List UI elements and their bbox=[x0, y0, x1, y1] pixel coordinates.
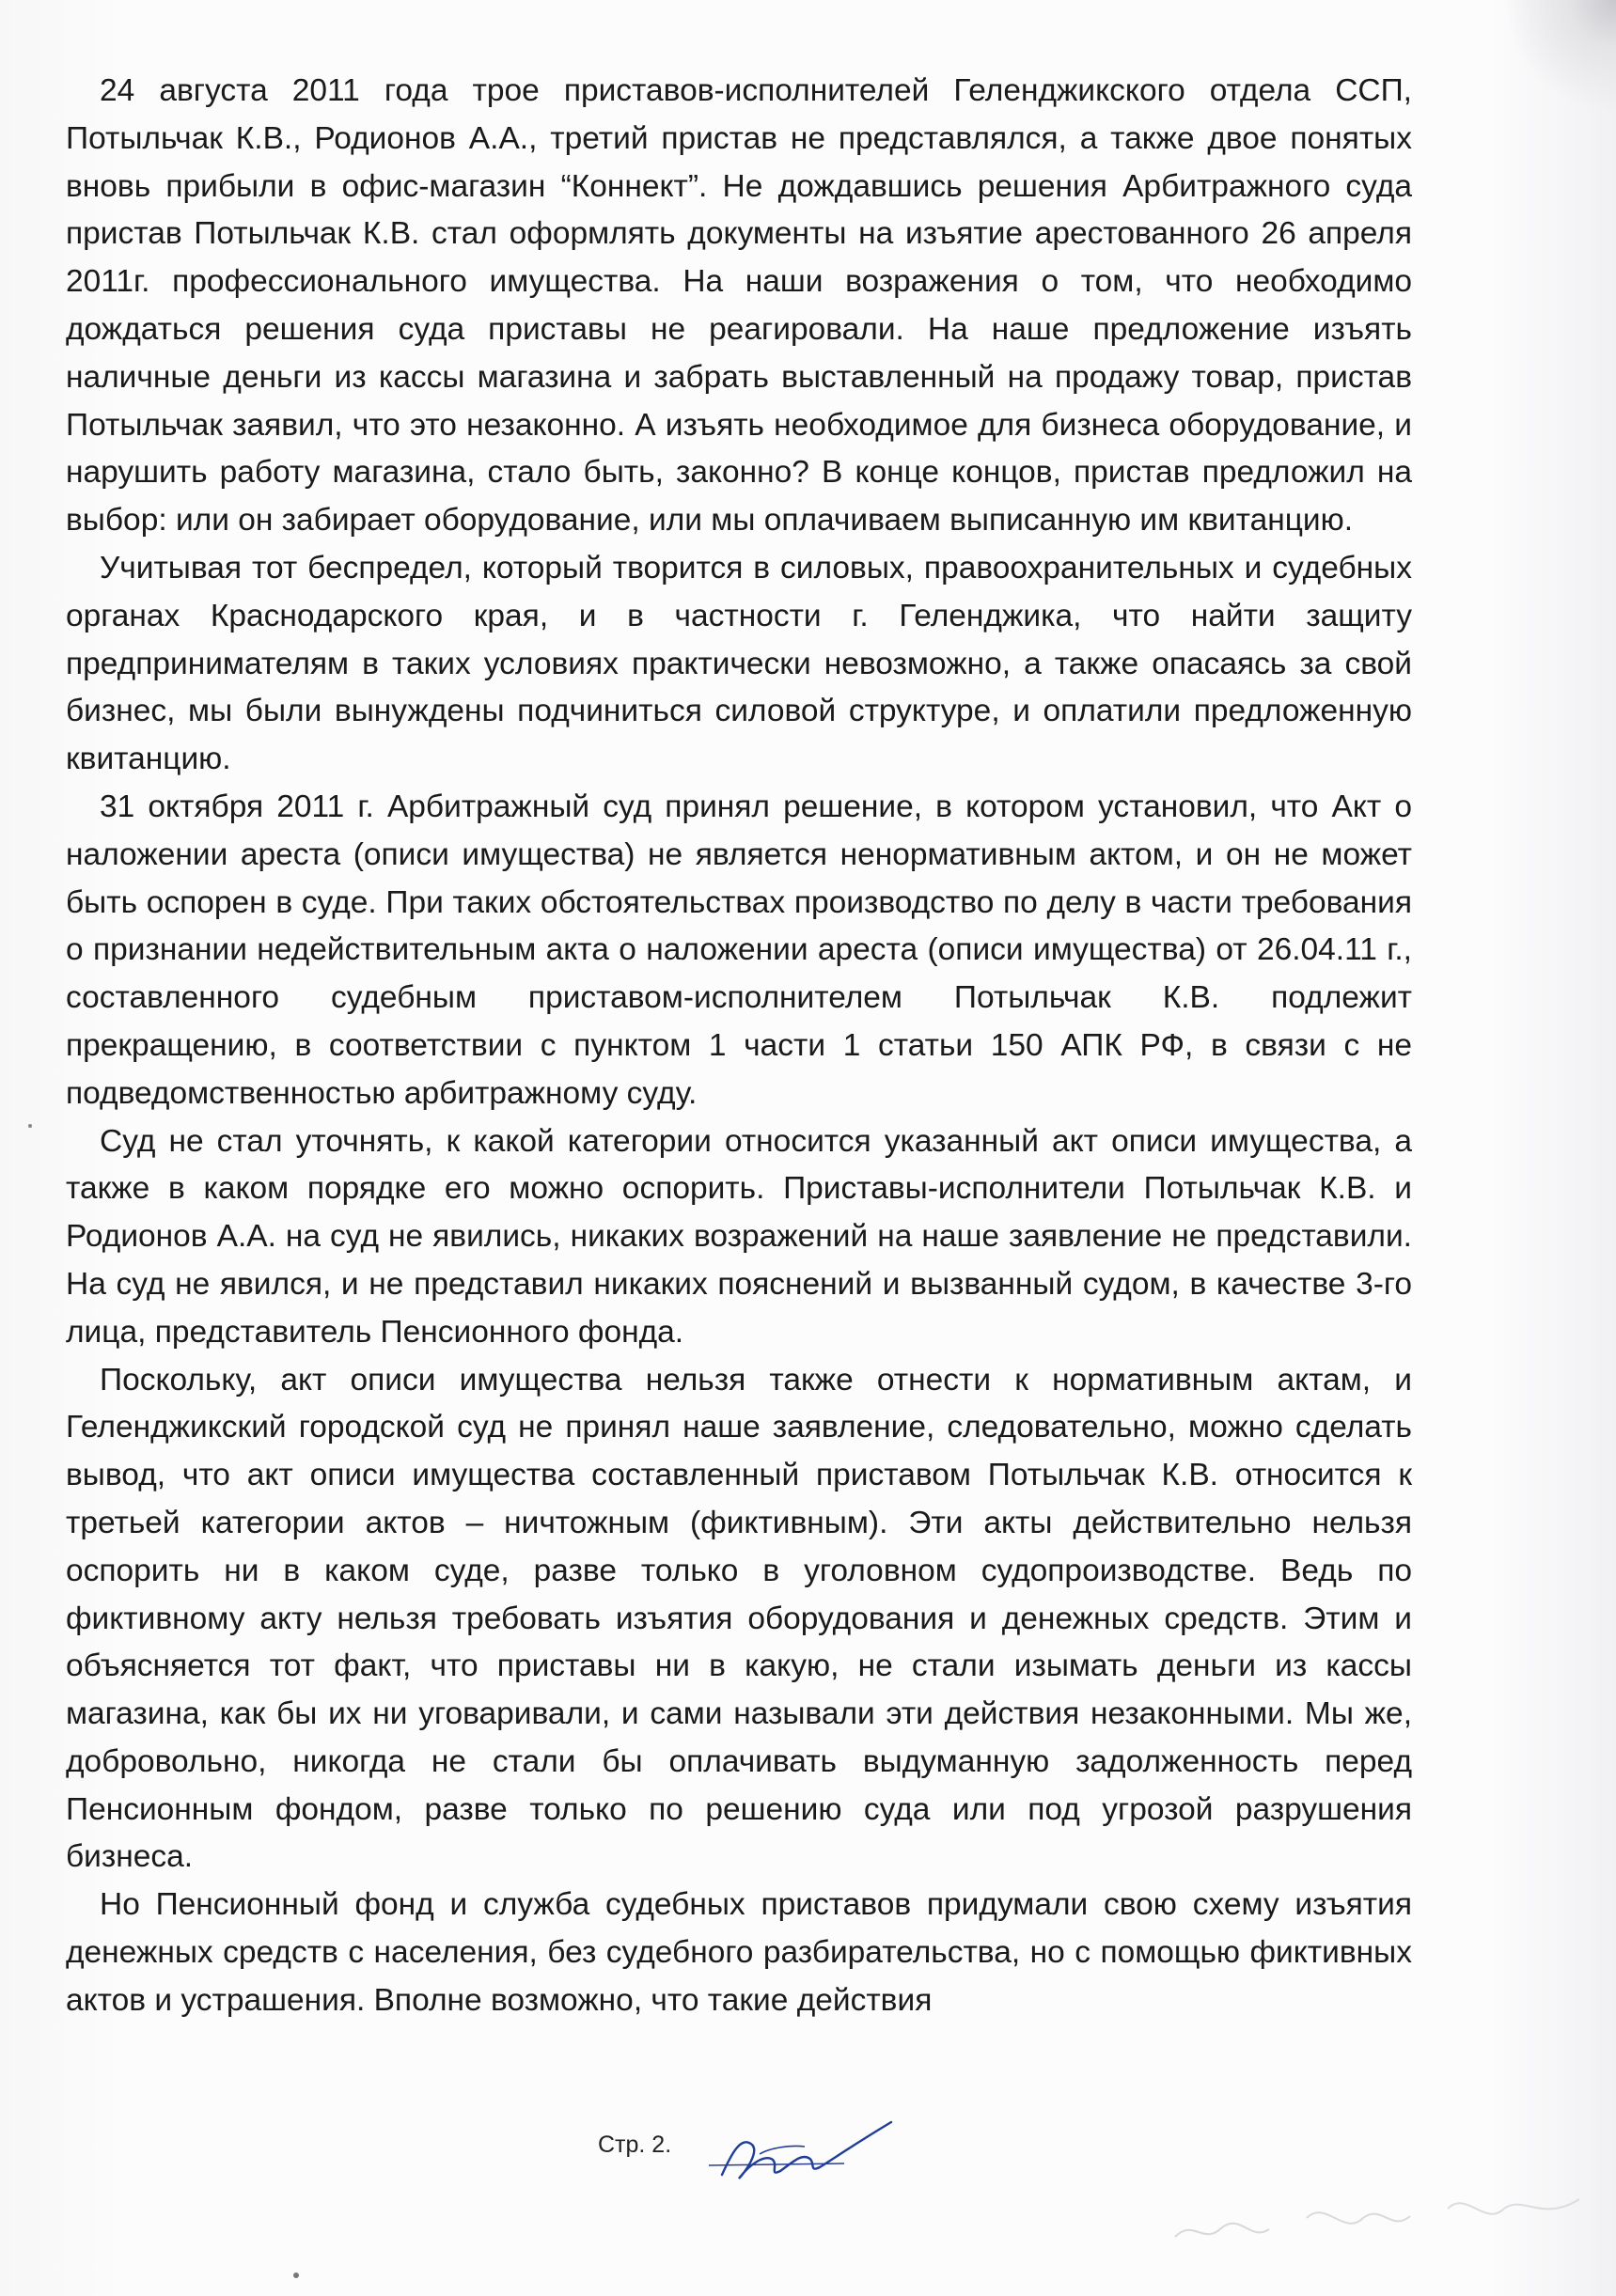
paragraph-5: Поскольку, акт описи имущества нельзя также отнести к нормативным актам, и Геленджикский городской суд не принял наше заявление, следовательно, можно сделать вывод, что акт описи имущества составленный приставом Потыльчак К.В. относится к третьей категории актов – ничтожным (фиктивным). Эти акты действительно нельзя оспорить ни в каком суде, разве только в уголовном судопроизводстве. Ведь по фиктивному акту нельзя требовать изъятия оборудования и денежных средств. Этим и объясняется тот факт, что приставы ни в какую, не стали изымать деньги из кассы магазина, как бы их ни уговаривали, и сами называли эти действия незаконными. Мы же, добровольно, никогда не стали бы оплачивать выдуманную задолженность перед Пенсионным фондом, разве только по решению суда или под угрозой разрушения бизнеса. bbox=[66, 1362, 1412, 1875]
reverse-side-bleedthrough bbox=[1166, 2162, 1598, 2265]
scan-speck-bottom bbox=[293, 2273, 299, 2278]
paragraph-6: Но Пенсионный фонд и служба судебных приставов придумали свою схему изъятия денежных средств с населения, без судебного разбирательства, но с помощью фиктивных актов и устрашения. Вполне возможно, что такие действия bbox=[66, 1887, 1412, 2018]
paragraph-4: Суд не стал уточнять, к какой категории относится указанный акт описи имущества, а также в каком порядке его можно оспорить. Приставы-исполнители Потыльчак К.В. и Родионов А.А. на суд не явились, никаких возражений на наше заявление не представили. На суд не явился, и не представил никаких пояснений и вызванный судом, в качестве 3-го лица, представитель Пенсионного фонда. bbox=[66, 1123, 1412, 1350]
handwritten-signature bbox=[703, 2116, 948, 2192]
paragraph-1: 24 августа 2011 года трое приставов-исполнителей Геленджикского отдела ССП, Потыльчак К.В., Родионов А.А., третий пристав не представлялся, а также двое понятых вновь прибыли в офис-магазин “Коннект”. Не дождавшись решения Арбитражного суда пристав Потыльчак К.В. стал оформлять документы на изъятие арестованного 26 апреля 2011г. профессионального имущества. На наши возражения о том, что необходимо дождаться решения суда приставы не реагировали. На наше предложение изъять наличные деньги из кассы магазина и забрать выставленный на продажу товар, пристав Потыльчак заявил, что это незаконно. А изъять необходимое для бизнеса оборудование, и нарушить работу магазина, стало быть, законно? В конце концов, пристав предложил на выбор: или он забирает оборудование, или мы оплачиваем выписанную им квитанцию. bbox=[66, 73, 1412, 539]
paragraph-2: Учитывая тот беспредел, который творится в силовых, правоохранительных и судебных органах Краснодарского края, и в частности г. Геленджика, что найти защиту предпринимателям в таких условиях практически невозможно, а также опасаясь за свой бизнес, мы были вынуждены подчиниться силовой структуре, и оплатили предложенную квитанцию. bbox=[66, 550, 1412, 777]
page-corner-shadow bbox=[1503, 0, 1616, 113]
document-body bbox=[66, 68, 1412, 2025]
paragraph-3: 31 октября 2011 г. Арбитражный суд принял решение, в котором установил, что Акт о наложении ареста (описи имущества) не является ненормативным актом, и он не может быть оспорен в суде. При таких обстоятельствах производство по делу в части требования о признании недействительным акта о наложении ареста (описи имущества) от 26.04.11 г., составленного судебным приставом-исполнителем Потыльчак К.В. подлежит прекращению, в соответствии с пунктом 1 части 1 статьи 150 АПК РФ, в связи с не подведомственностью арбитражному суду. bbox=[66, 789, 1412, 1111]
page-number: Стр. 2. bbox=[598, 2132, 672, 2158]
scan-speck bbox=[28, 1124, 32, 1128]
